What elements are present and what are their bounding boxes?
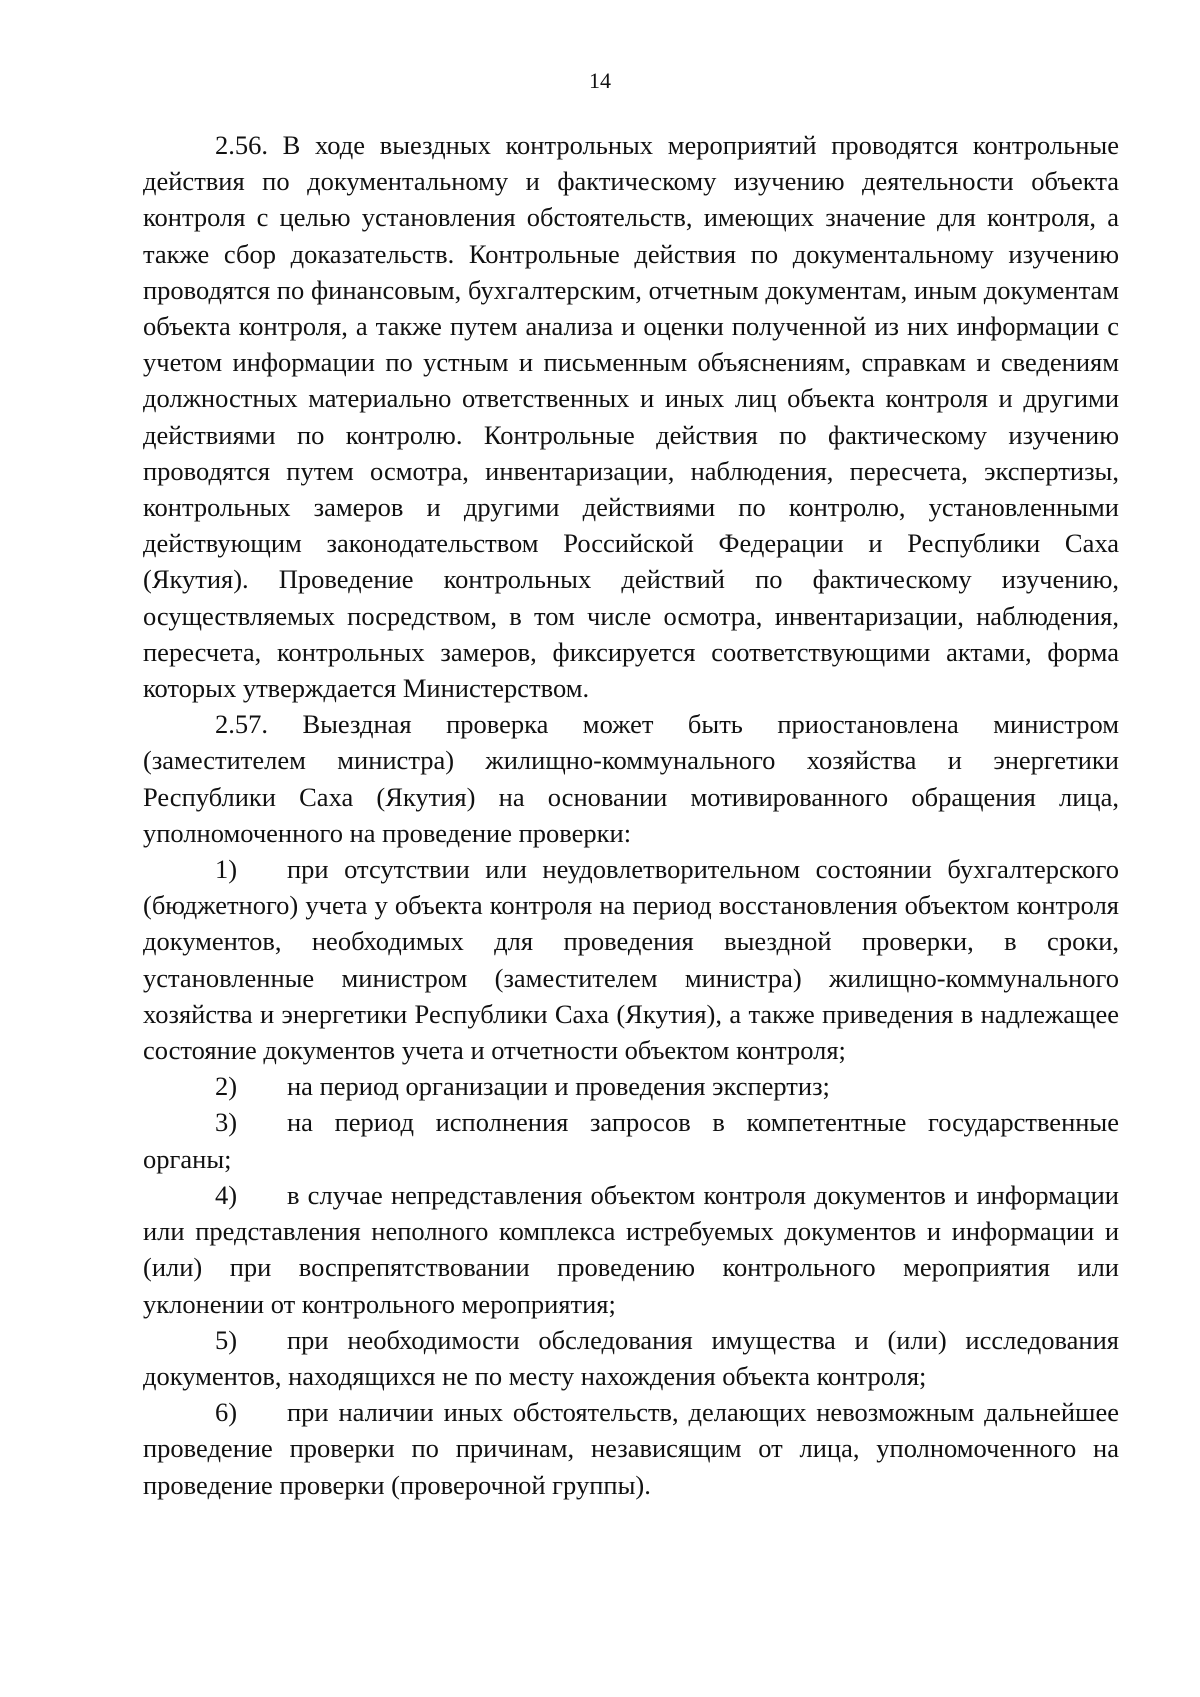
paragraph-2-57: 2.57. Выездная проверка может быть приостановлена министром (заместителем министра) жилищно-коммунального хозяйства и энергетики Республики Саха (Якутия) на основании мотивированного обращения лица, уполномоченного на проведение проверки: xyxy=(143,709,1119,848)
document-body xyxy=(143,127,1119,1503)
list-item-number: 4) xyxy=(215,1179,238,1210)
list-item-3 xyxy=(143,1104,1119,1176)
list-item-text: на период исполнения запросов в компетентные государственные органы; xyxy=(143,1107,1119,1174)
list-item-5 xyxy=(143,1322,1119,1394)
list-item-4 xyxy=(143,1177,1119,1322)
list-item-text: при наличии иных обстоятельств, делающих невозможным дальнейшее проведение проверки по причинам, независящим от лица, уполномоченного на проведение проверки (проверочной группы). xyxy=(143,1397,1119,1500)
list-item-number: 5) xyxy=(215,1324,238,1355)
list-item-6 xyxy=(143,1394,1119,1503)
page-number: 14 xyxy=(589,68,611,93)
list-item-1 xyxy=(143,851,1119,1068)
list-item-number: 1) xyxy=(215,854,238,885)
list-item-text: при необходимости обследования имущества и (или) исследования документов, находящихся не по месту нахождения объекта контроля; xyxy=(143,1324,1119,1391)
list-item-text: на период организации и проведения экспертиз; xyxy=(287,1071,830,1102)
list-item-text: при отсутствии или неудовлетворительном состоянии бухгалтерского (бюджетного) учета у объекта контроля на период восстановления объектом контроля документов, необходимых для проведения выездной проверки, в сроки, установленные министром (заместителем министра) жилищно-коммунального хозяйства и энергетики Республики Саха (Якутия), а также приведения в надлежащее состояние документов учета и отчетности объектом контроля; xyxy=(143,854,1119,1066)
list-item-text: в случае непредставления объектом контроля документов и информации или представления неполного комплекса истребуемых документов и информации и (или) при воспрепятствовании проведению контрольного мероприятия или уклонении от контрольного мероприятия; xyxy=(143,1179,1119,1319)
paragraph-2-56: 2.56. В ходе выездных контрольных мероприятий проводятся контрольные действия по документальному и фактическому изучению деятельности объекта контроля с целью установления обстоятельств, имеющих значение для контроля, а также сбор доказательств. Контрольные действия по документальному изучению проводятся по финансовым, бухгалтерским, отчетным документам, иным документам объекта контроля, а также путем анализа и оценки полученной из них информации с учетом информации по устным и письменным объяснениям, справкам и сведениям должностных материально ответственных и иных лиц объекта контроля и другими действиями по контролю. Контрольные действия по фактическому изучению проводятся путем осмотра, инвентаризации, наблюдения, пересчета, экспертизы, контрольных замеров и другими действиями по контролю, установленными действующим законодательством Российской Федерации и Республики Саха (Якутия). Проведение контрольных действий по фактическому изучению, осуществляемых посредством, в том числе осмотра, инвентаризации, наблюдения, пересчета, контрольных замеров, фиксируется соответствующими актами, форма которых утверждается Министерством. xyxy=(143,130,1119,704)
list-item-number: 2) xyxy=(215,1071,238,1102)
list-item-number: 6) xyxy=(215,1397,238,1428)
list-item-2 xyxy=(143,1068,1119,1104)
list-item-number: 3) xyxy=(215,1107,238,1138)
